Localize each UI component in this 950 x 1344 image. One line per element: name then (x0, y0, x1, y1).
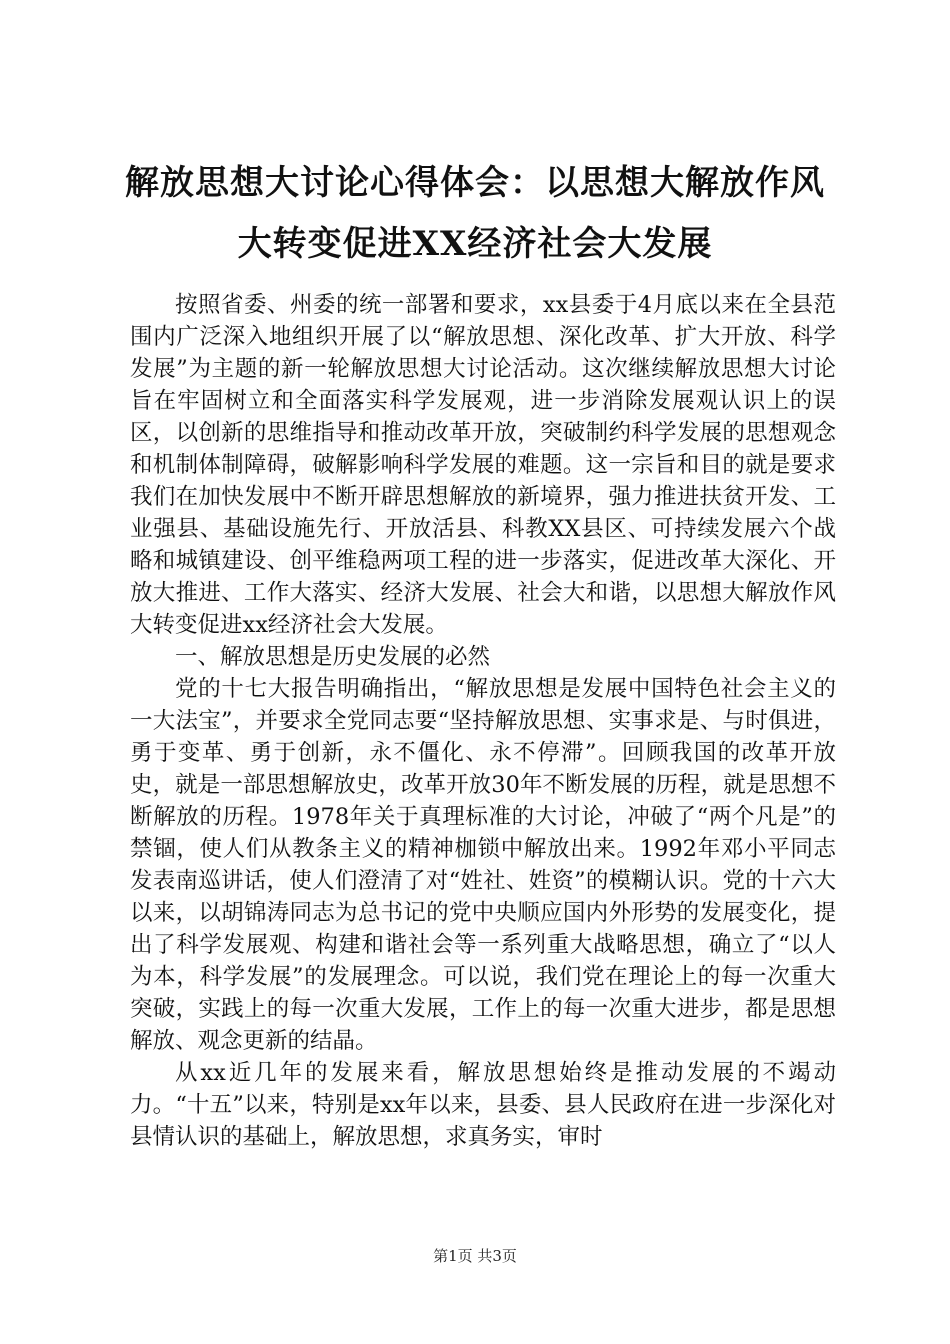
paragraph-intro: 按照省委、州委的统一部署和要求，xx县委于4月底以来在全县范围内广泛深入地组织开展了以“解放思想、深化改革、扩大开放、科学发展”为主题的新一轮解放思想大讨论活动。这次继续解放思想大讨论旨在牢固树立和全面落实科学发展观，进一步消除发展观认识上的误区，以创新的思维指导和推动改革开放，突破制约科学发展的思想观念和机制体制障碍，破解影响科学发展的难题。这一宗旨和目的就是要求我们在加快发展中不断开辟思想解放的新境界，强力推进扶贫开发、工业强县、基础设施先行、开放活县、科教XX县区、可持续发展六个战略和城镇建设、创平维稳两项工程的进一步落实，促进改革大深化、开放大推进、工作大落实、经济大发展、社会大和谐，以思想大解放作风大转变促进xx经济社会大发展。 (130, 292, 836, 638)
paragraph-section-1: 党的十七大报告明确指出，“解放思想是发展中国特色社会主义的一大法宝”，并要求全党同志要“坚持解放思想、实事求是、与时俱进，勇于变革、勇于创新，永不僵化、永不停滞”。回顾我国的改革开放史，就是一部思想解放史，改革开放30年不断发展的历程，就是思想不断解放的历程。1978年关于真理标准的大讨论，冲破了“两个凡是”的禁锢，使人们从教条主义的精神枷锁中解放出来。1992年邓小平同志发表南巡讲话，使人们澄清了对“姓社、姓资”的模糊认识。党的十六大以来，以胡锦涛同志为总书记的党中央顺应国内外形势的发展变化，提出了科学发展观、构建和谐社会等一系列重大战略思想，确立了“以人为本，科学发展”的发展理念。可以说，我们党在理论上的每一次重大突破，实践上的每一次重大发展，工作上的每一次重大进步，都是思想解放、观念更新的结晶。 (130, 676, 836, 1054)
document-title-line-1: 解放思想大讨论心得体会：以思想大解放作风 (125, 163, 825, 203)
document-title-line-2: 大转变促进XX经济社会大发展 (237, 224, 713, 264)
paragraph-section-1-continued: 从xx近几年的发展来看，解放思想始终是推动发展的不竭动力。“十五”以来，特别是xx年以来，县委、县人民政府在进一步深化对县情认识的基础上，解放思想，求真务实，审时 (130, 1060, 836, 1150)
document-body (130, 289, 836, 1153)
page-footer: 第1页 共3页 (433, 1247, 517, 1265)
section-heading-1: 一、解放思想是历史发展的必然 (175, 644, 491, 670)
